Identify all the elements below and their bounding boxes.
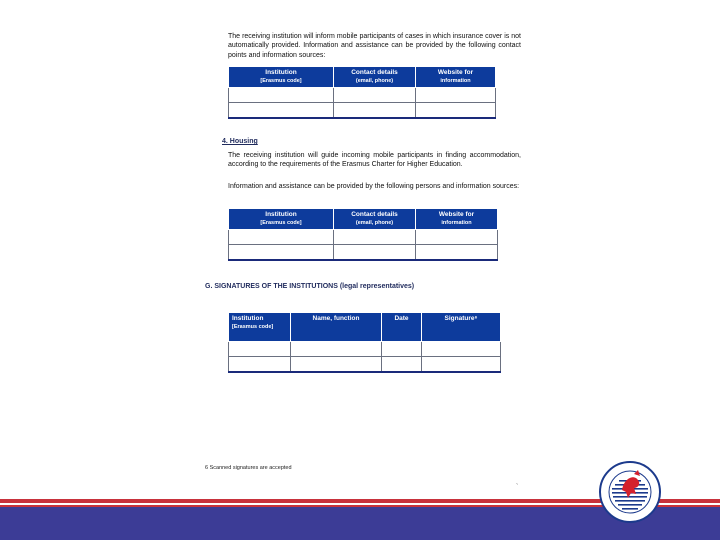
university-seal-icon [598, 460, 662, 524]
housing-paragraph-2: Information and assistance can be provided by the following persons and information sources: [228, 183, 520, 190]
insurance-contact-table [228, 66, 496, 119]
table-cell[interactable] [422, 357, 501, 373]
column-header-institution: Institution [Erasmus code] [229, 209, 334, 230]
housing-contact-table [228, 208, 498, 261]
column-header-name-function: Name, function [291, 313, 382, 342]
table-cell[interactable] [291, 357, 382, 373]
table-header-row [229, 313, 501, 342]
table-row [229, 103, 496, 119]
table-cell[interactable] [382, 357, 422, 373]
insurance-paragraph: The receiving institution will inform mobile participants of cases in which insurance cover is not automatically provided. Information and assistance can be provided by the following contact points and information sources: [228, 33, 521, 59]
column-header-website: Website for information [416, 209, 498, 230]
table-row [229, 88, 496, 103]
housing-heading: 4. Housing [222, 138, 258, 145]
signatures-heading: G. SIGNATURES OF THE INSTITUTIONS (legal representatives) [205, 283, 415, 290]
table-cell[interactable] [382, 342, 422, 357]
table-cell[interactable] [334, 230, 416, 245]
column-header-contact-details: Contact details (email, phone) [334, 209, 416, 230]
table-cell[interactable] [229, 103, 334, 119]
table-row [229, 342, 501, 357]
table-cell[interactable] [334, 103, 416, 119]
table-cell[interactable] [416, 103, 496, 119]
table-cell[interactable] [229, 357, 291, 373]
column-header-institution: Institution [Erasmus code] [229, 67, 334, 88]
table-cell[interactable] [229, 230, 334, 245]
stray-mark: ` [516, 484, 519, 491]
table-cell[interactable] [334, 88, 416, 103]
table-cell[interactable] [229, 88, 334, 103]
column-header-contact-details: Contact details (email, phone) [334, 67, 416, 88]
table-cell[interactable] [229, 342, 291, 357]
column-header-date: Date [382, 313, 422, 342]
housing-paragraph-1: The receiving institution will guide incoming mobile participants in finding accommodation, according to the requirements of the Erasmus Charter for Higher Education. [228, 152, 521, 169]
table-row [229, 357, 501, 373]
table-row [229, 230, 498, 245]
column-header-signature: Signature⁶ [422, 313, 501, 342]
table-header-row [229, 67, 496, 88]
footnote: 6 Scanned signatures are accepted [205, 465, 292, 471]
column-header-institution: Institution [Erasmus code] [229, 313, 291, 342]
table-cell[interactable] [422, 342, 501, 357]
table-cell[interactable] [334, 245, 416, 261]
column-header-website: Website for information [416, 67, 496, 88]
table-cell[interactable] [229, 245, 334, 261]
signatures-table [228, 312, 501, 373]
table-cell[interactable] [291, 342, 382, 357]
table-row [229, 245, 498, 261]
table-cell[interactable] [416, 88, 496, 103]
table-cell[interactable] [416, 245, 498, 261]
table-cell[interactable] [416, 230, 498, 245]
table-header-row [229, 209, 498, 230]
